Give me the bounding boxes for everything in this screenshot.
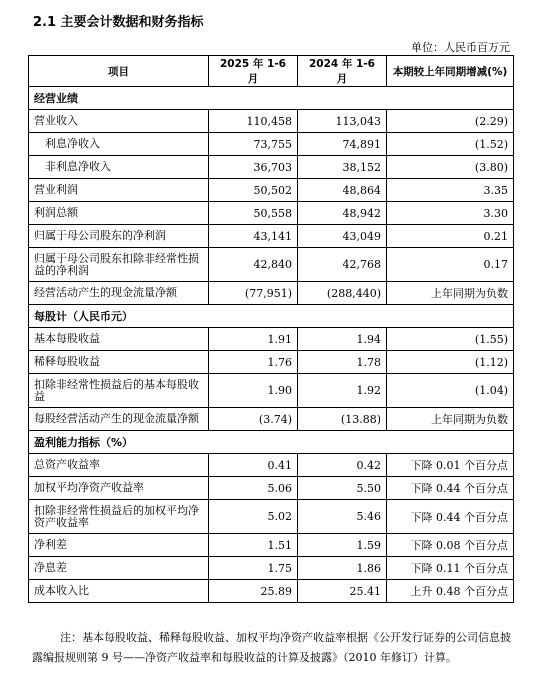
- row-label: 利润总额: [29, 202, 209, 225]
- row-label: 基本每股收益: [29, 328, 209, 351]
- value-2025: 25.89: [209, 580, 298, 603]
- table-row: [29, 156, 514, 179]
- value-2025: 36,703: [209, 156, 298, 179]
- header-2025: 2025 年 1-6 月: [209, 56, 298, 87]
- value-2025: (3.74): [209, 408, 298, 431]
- change-value: 上升 0.48 个百分点: [387, 580, 514, 603]
- row-label: 归属于母公司股东扣除非经常性损益的净利润: [29, 248, 209, 282]
- header-2024: 2024 年 1-6 月: [298, 56, 387, 87]
- row-label: 净息差: [29, 557, 209, 580]
- change-value: 下降 0.44 个百分点: [387, 477, 514, 500]
- table-row: [29, 374, 514, 408]
- value-2025: 0.41: [209, 454, 298, 477]
- table-row: [29, 454, 514, 477]
- row-label: 稀释每股收益: [29, 351, 209, 374]
- change-value: 0.21: [387, 225, 514, 248]
- value-2024: 74,891: [298, 133, 387, 156]
- change-value: (1.12): [387, 351, 514, 374]
- value-2025: 73,755: [209, 133, 298, 156]
- change-value: 下降 0.11 个百分点: [387, 557, 514, 580]
- section-header-row: [29, 431, 514, 454]
- change-value: 3.35: [387, 179, 514, 202]
- value-2024: 0.42: [298, 454, 387, 477]
- row-label: 扣除非经常性损益后的基本每股收益: [29, 374, 209, 408]
- value-2024: 1.92: [298, 374, 387, 408]
- table-row: [29, 328, 514, 351]
- change-value: 下降 0.01 个百分点: [387, 454, 514, 477]
- value-2025: 5.02: [209, 500, 298, 534]
- value-2025: (77,951): [209, 282, 298, 305]
- table-row: [29, 282, 514, 305]
- table-row: [29, 133, 514, 156]
- value-2024: 113,043: [298, 110, 387, 133]
- unit-label: 单位：人民币百万元: [411, 41, 510, 54]
- value-2025: 50,558: [209, 202, 298, 225]
- table-row: [29, 248, 514, 282]
- change-value: (1.04): [387, 374, 514, 408]
- section-title: 2.1 主要会计数据和财务指标: [33, 15, 204, 30]
- table-row: [29, 408, 514, 431]
- table-row: [29, 477, 514, 500]
- value-2024: 1.78: [298, 351, 387, 374]
- section-header-row: [29, 305, 514, 328]
- value-2024: 38,152: [298, 156, 387, 179]
- value-2024: 5.46: [298, 500, 387, 534]
- table-row: [29, 179, 514, 202]
- table-row: [29, 351, 514, 374]
- change-value: 下降 0.44 个百分点: [387, 500, 514, 534]
- value-2025: 42,840: [209, 248, 298, 282]
- change-value: (1.52): [387, 133, 514, 156]
- value-2024: 1.59: [298, 534, 387, 557]
- value-2025: 110,458: [209, 110, 298, 133]
- section-name: 经营业绩: [29, 87, 514, 110]
- row-label: 归属于母公司股东的净利润: [29, 225, 209, 248]
- section-name: 盈利能力指标（%）: [29, 431, 514, 454]
- value-2024: (288,440): [298, 282, 387, 305]
- value-2025: 43,141: [209, 225, 298, 248]
- row-label: 营业利润: [29, 179, 209, 202]
- value-2024: 42,768: [298, 248, 387, 282]
- value-2024: 48,942: [298, 202, 387, 225]
- table-row: [29, 557, 514, 580]
- value-2025: 50,502: [209, 179, 298, 202]
- row-label: 非利息净收入: [29, 156, 209, 179]
- value-2025: 1.90: [209, 374, 298, 408]
- change-value: (1.55): [387, 328, 514, 351]
- value-2025: 1.51: [209, 534, 298, 557]
- value-2025: 1.75: [209, 557, 298, 580]
- value-2024: 1.94: [298, 328, 387, 351]
- table-row: [29, 580, 514, 603]
- header-change: 本期较上年同期增减(%): [387, 56, 514, 87]
- row-label: 总资产收益率: [29, 454, 209, 477]
- value-2025: 5.06: [209, 477, 298, 500]
- row-label: 加权平均净资产收益率: [29, 477, 209, 500]
- row-label: 成本收入比: [29, 580, 209, 603]
- change-value: 上年同期为负数: [387, 408, 514, 431]
- row-label: 每股经营活动产生的现金流量净额: [29, 408, 209, 431]
- change-value: 下降 0.08 个百分点: [387, 534, 514, 557]
- row-label: 净利差: [29, 534, 209, 557]
- change-value: 3.30: [387, 202, 514, 225]
- section-header-row: [29, 87, 514, 110]
- change-value: 上年同期为负数: [387, 282, 514, 305]
- change-value: (2.29): [387, 110, 514, 133]
- value-2024: 48,864: [298, 179, 387, 202]
- value-2024: 25.41: [298, 580, 387, 603]
- value-2024: 43,049: [298, 225, 387, 248]
- footnote: 注：基本每股收益、稀释每股收益、加权平均净资产收益率根据《公开发行证券的公司信息披露编报规则第 9 号——净资产收益率和每股收益的计算及披露》（2010 年修订）计算。: [32, 631, 511, 664]
- table-row: [29, 534, 514, 557]
- table-row: [29, 202, 514, 225]
- change-value: 0.17: [387, 248, 514, 282]
- table-row: [29, 500, 514, 534]
- value-2024: 1.86: [298, 557, 387, 580]
- value-2025: 1.91: [209, 328, 298, 351]
- row-label: 经营活动产生的现金流量净额: [29, 282, 209, 305]
- table-row: [29, 225, 514, 248]
- change-value: (3.80): [387, 156, 514, 179]
- row-label: 扣除非经常性损益后的加权平均净资产收益率: [29, 500, 209, 534]
- row-label: 利息净收入: [29, 133, 209, 156]
- value-2024: (13.88): [298, 408, 387, 431]
- table-row: [29, 110, 514, 133]
- header-item: 项目: [29, 56, 209, 87]
- table-header-row: [29, 56, 514, 87]
- value-2025: 1.76: [209, 351, 298, 374]
- row-label: 营业收入: [29, 110, 209, 133]
- section-name: 每股计（人民币元）: [29, 305, 514, 328]
- value-2024: 5.50: [298, 477, 387, 500]
- financial-indicators-table: [28, 55, 514, 603]
